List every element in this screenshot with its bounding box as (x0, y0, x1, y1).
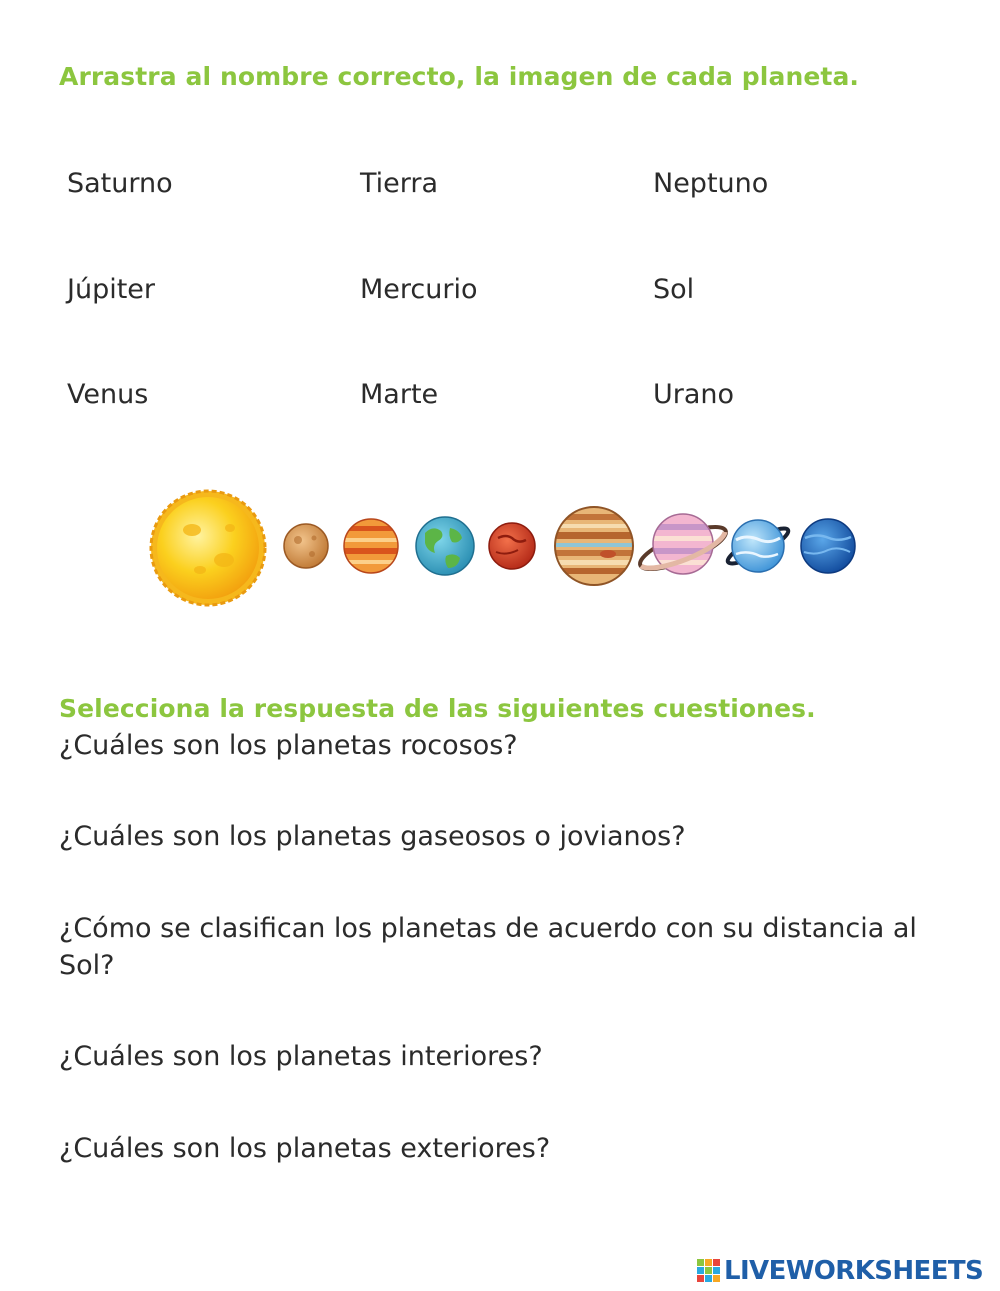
name-label-marte: Marte (360, 379, 439, 410)
venus-image (340, 519, 402, 573)
sun-image (151, 491, 265, 605)
saturn-image (635, 514, 730, 577)
mercury-image (284, 524, 328, 568)
name-label-mercurio: Mercurio (360, 274, 478, 305)
name-label-saturno: Saturno (67, 168, 173, 199)
planet-images-strip (140, 488, 865, 608)
question-inner-planets: ¿Cuáles son los planetas interiores? (59, 1041, 543, 1072)
logo-text: LIVEWORKSHEETS (724, 1256, 984, 1286)
name-label-tierra: Tierra (360, 168, 439, 199)
name-label-sol: Sol (653, 274, 695, 305)
name-label-venus: Venus (67, 379, 149, 410)
uranus-image (724, 520, 792, 572)
name-label-urano: Urano (653, 379, 735, 410)
name-label-jupiter: Júpiter (67, 274, 156, 305)
logo-blocks-icon (697, 1259, 721, 1283)
question-gas-planets: ¿Cuáles son los planetas gaseosos o jovianos? (59, 821, 686, 852)
question-rocky-planets: ¿Cuáles son los planetas rocosos? (59, 730, 518, 761)
jupiter-image (550, 507, 640, 585)
instruction-drag-heading: Arrastra al nombre correcto, la imagen de cada planeta. (59, 62, 860, 91)
earth-image (416, 517, 474, 575)
question-outer-planets: ¿Cuáles son los planetas exteriores? (59, 1133, 551, 1164)
instruction-select-heading: Selecciona la respuesta de las siguientes cuestiones. (59, 694, 816, 723)
name-label-neptuno: Neptuno (653, 168, 769, 199)
question-classification-by-distance: ¿Cómo se clasifican los planetas de acuerdo con su distancia al Sol? (59, 913, 917, 981)
mars-image (489, 523, 535, 569)
neptune-image (801, 519, 855, 573)
liveworksheets-logo (697, 1253, 983, 1289)
